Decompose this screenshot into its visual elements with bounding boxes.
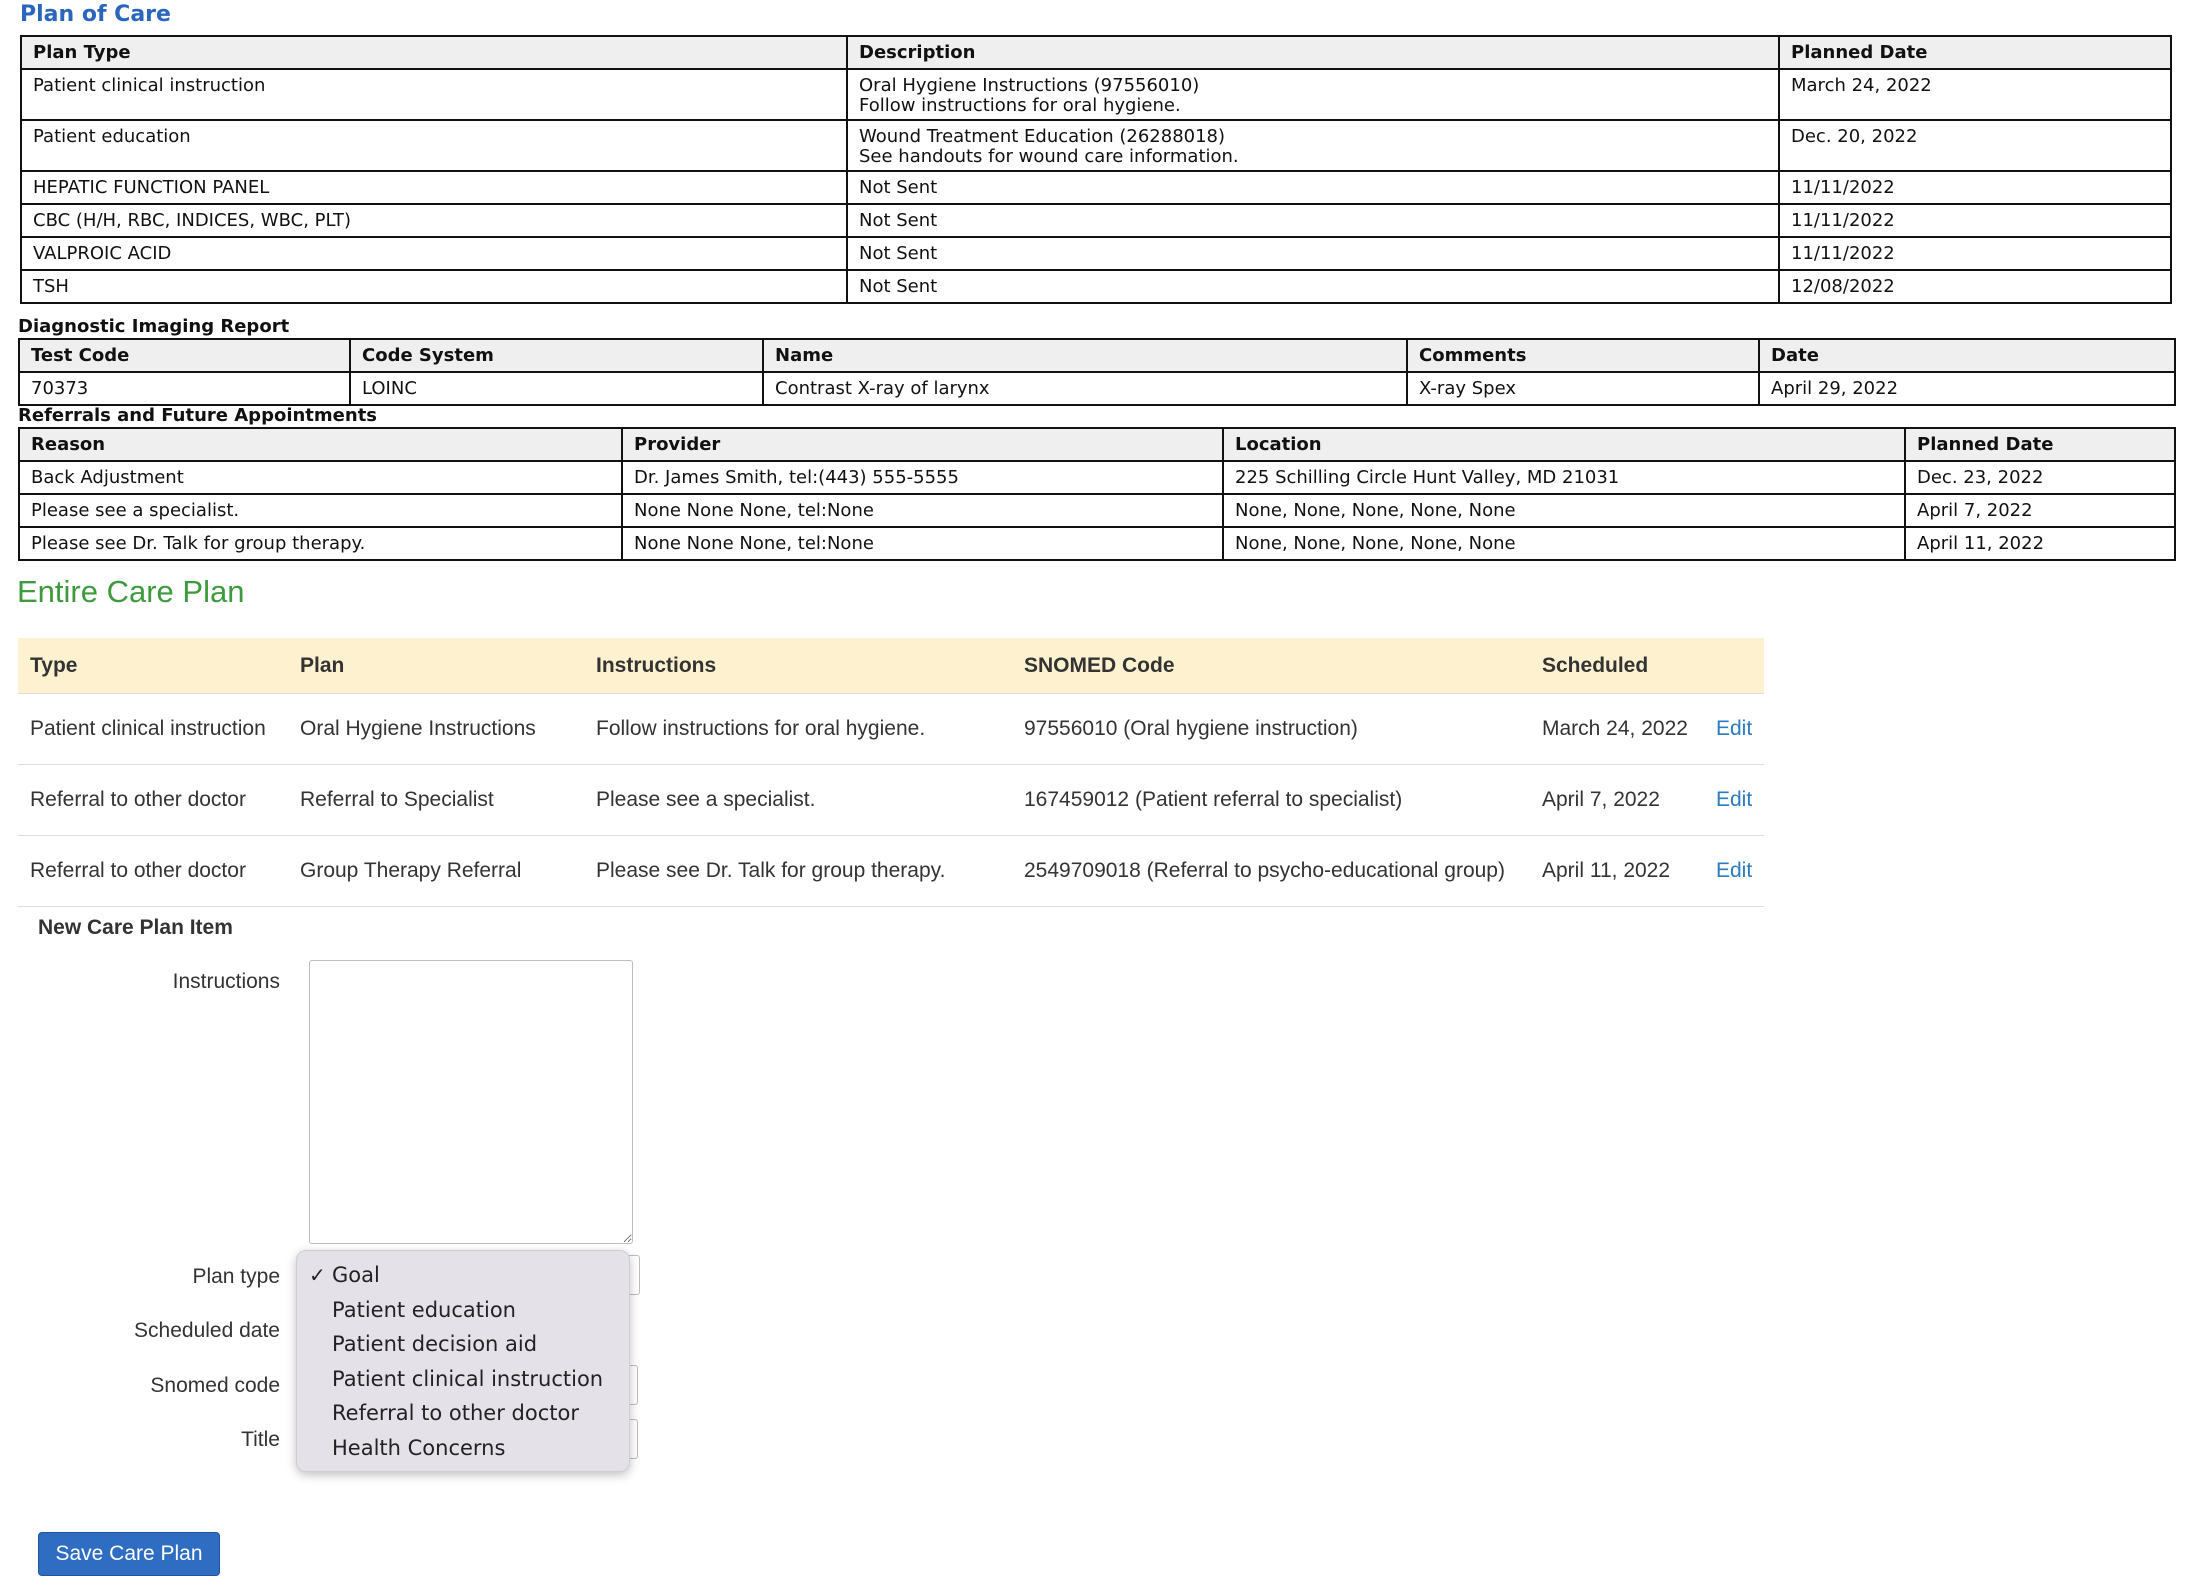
table-row	[19, 494, 2175, 527]
column-header-planned-date: Planned Date	[1779, 36, 2171, 69]
cell-type: Referral to other doctor	[18, 765, 288, 836]
cell-description	[847, 69, 1779, 120]
cell-actions	[1704, 836, 1764, 907]
cell-provider: None None None, tel:None	[622, 527, 1223, 560]
column-header-instructions: Instructions	[584, 638, 1012, 694]
cell-scheduled: April 11, 2022	[1530, 836, 1704, 907]
table-header-row	[18, 638, 1764, 694]
column-header-plan: Plan	[288, 638, 584, 694]
cell-location: None, None, None, None, None	[1223, 494, 1905, 527]
table-row	[18, 836, 1764, 907]
cell-provider: None None None, tel:None	[622, 494, 1223, 527]
column-header-code-system: Code System	[350, 339, 763, 372]
table-row	[21, 120, 2171, 171]
cell-type: Referral to other doctor	[18, 836, 288, 907]
cell-plan: Oral Hygiene Instructions	[288, 694, 584, 765]
column-header-plan-type: Plan Type	[21, 36, 847, 69]
table-row	[19, 461, 2175, 494]
plan-type-option-referral-to-other-doctor[interactable]	[297, 1396, 629, 1431]
cell-reason: Back Adjustment	[19, 461, 622, 494]
entire-care-plan-table	[18, 638, 1764, 907]
cell-planned-date: March 24, 2022	[1779, 69, 2171, 120]
cell-plan-type: VALPROIC ACID	[21, 237, 847, 270]
cell-plan-type: TSH	[21, 270, 847, 303]
plan-type-option-goal[interactable]	[297, 1258, 629, 1293]
instructions-textarea[interactable]	[309, 960, 633, 1244]
table-row	[21, 270, 2171, 303]
option-label: Patient decision aid	[332, 1332, 538, 1356]
plan-type-dropdown-menu	[296, 1250, 630, 1472]
column-header-comments: Comments	[1407, 339, 1759, 372]
column-header-description: Description	[847, 36, 1779, 69]
referrals-table	[18, 427, 2176, 561]
table-row	[18, 694, 1764, 765]
cell-location: None, None, None, None, None	[1223, 527, 1905, 560]
cell-actions	[1704, 765, 1764, 836]
column-header-type: Type	[18, 638, 288, 694]
imaging-section-title: Diagnostic Imaging Report	[18, 316, 290, 337]
cell-description	[847, 120, 1779, 171]
option-label: Patient clinical instruction	[332, 1366, 604, 1391]
new-care-plan-item-title: New Care Plan Item	[38, 916, 233, 939]
description-line-2: Follow instructions for oral hygiene.	[859, 95, 1181, 116]
table-row	[21, 171, 2171, 204]
plan-type-option-patient-clinical-instruction[interactable]	[297, 1362, 629, 1397]
title-label: Title	[241, 1428, 280, 1451]
table-header-row	[19, 428, 2175, 461]
description-line-1: Wound Treatment Education (26288018)	[859, 126, 1226, 147]
edit-link[interactable]: Edit	[1716, 859, 1753, 882]
column-header-name: Name	[763, 339, 1407, 372]
cell-provider: Dr. James Smith, tel:(443) 555-5555	[622, 461, 1223, 494]
table-row	[19, 527, 2175, 560]
cell-planned-date: Dec. 20, 2022	[1779, 120, 2171, 171]
table-row	[21, 237, 2171, 270]
option-label: Referral to other doctor	[332, 1401, 579, 1425]
cell-instructions: Please see a specialist.	[584, 765, 1012, 836]
cell-actions	[1704, 694, 1764, 765]
option-label: Health Concerns	[332, 1435, 506, 1460]
edit-link[interactable]: Edit	[1716, 788, 1753, 811]
cell-instructions: Please see Dr. Talk for group therapy.	[584, 836, 1012, 907]
cell-snomed-code: 2549709018 (Referral to psycho-educational group)	[1012, 836, 1530, 907]
plan-type-option-patient-decision-aid[interactable]	[297, 1327, 629, 1362]
entire-care-plan-title: Entire Care Plan	[17, 574, 245, 609]
plan-of-care-title: Plan of Care	[20, 2, 171, 27]
cell-plan-type: Patient education	[21, 120, 847, 171]
referrals-section-title: Referrals and Future Appointments	[18, 405, 378, 426]
cell-reason: Please see a specialist.	[19, 494, 622, 527]
plan-of-care-table	[20, 35, 2172, 304]
cell-plan: Referral to Specialist	[288, 765, 584, 836]
scheduled-date-label: Scheduled date	[134, 1319, 280, 1342]
cell-test-code: 70373	[19, 372, 350, 405]
cell-name: Contrast X-ray of larynx	[763, 372, 1407, 405]
column-header-scheduled: Scheduled	[1530, 638, 1704, 694]
cell-planned-date: April 7, 2022	[1905, 494, 2175, 527]
cell-planned-date: 11/11/2022	[1779, 204, 2171, 237]
description-line-2: See handouts for wound care information.	[859, 146, 1239, 167]
column-header-actions	[1704, 638, 1764, 694]
column-header-date: Date	[1759, 339, 2175, 372]
cell-reason: Please see Dr. Talk for group therapy.	[19, 527, 622, 560]
save-care-plan-button[interactable]: Save Care Plan	[38, 1532, 220, 1576]
cell-instructions: Follow instructions for oral hygiene.	[584, 694, 1012, 765]
plan-type-option-health-concerns[interactable]	[297, 1431, 629, 1466]
cell-description: Not Sent	[847, 237, 1779, 270]
table-header-row	[19, 339, 2175, 372]
cell-type: Patient clinical instruction	[18, 694, 288, 765]
column-header-snomed-code: SNOMED Code	[1012, 638, 1530, 694]
table-row	[21, 204, 2171, 237]
cell-snomed-code: 97556010 (Oral hygiene instruction)	[1012, 694, 1530, 765]
imaging-table	[18, 338, 2176, 406]
option-label: Patient education	[332, 1297, 516, 1322]
cell-snomed-code: 167459012 (Patient referral to specialist)	[1012, 765, 1530, 836]
column-header-reason: Reason	[19, 428, 622, 461]
cell-location: 225 Schilling Circle Hunt Valley, MD 21031	[1223, 461, 1905, 494]
cell-planned-date: Dec. 23, 2022	[1905, 461, 2175, 494]
cell-code-system: LOINC	[350, 372, 763, 405]
description-line-1: Oral Hygiene Instructions (97556010)	[859, 75, 1200, 96]
table-row	[18, 765, 1764, 836]
cell-date: April 29, 2022	[1759, 372, 2175, 405]
cell-scheduled: April 7, 2022	[1530, 765, 1704, 836]
snomed-code-label: Snomed code	[150, 1374, 280, 1397]
checkmark-icon: ✓	[309, 1263, 326, 1287]
option-label: Goal	[332, 1263, 380, 1287]
cell-planned-date: 11/11/2022	[1779, 237, 2171, 270]
plan-type-label: Plan type	[192, 1265, 280, 1288]
column-header-planned-date: Planned Date	[1905, 428, 2175, 461]
cell-description: Not Sent	[847, 270, 1779, 303]
column-header-location: Location	[1223, 428, 1905, 461]
table-row	[19, 372, 2175, 405]
cell-scheduled: March 24, 2022	[1530, 694, 1704, 765]
cell-plan-type: CBC (H/H, RBC, INDICES, WBC, PLT)	[21, 204, 847, 237]
cell-description: Not Sent	[847, 204, 1779, 237]
cell-description: Not Sent	[847, 171, 1779, 204]
cell-plan-type: HEPATIC FUNCTION PANEL	[21, 171, 847, 204]
column-header-provider: Provider	[622, 428, 1223, 461]
cell-planned-date: April 11, 2022	[1905, 527, 2175, 560]
edit-link[interactable]: Edit	[1716, 717, 1753, 740]
cell-plan-type: Patient clinical instruction	[21, 69, 847, 120]
table-row	[21, 69, 2171, 120]
cell-planned-date: 11/11/2022	[1779, 171, 2171, 204]
table-header-row	[21, 36, 2171, 69]
cell-planned-date: 12/08/2022	[1779, 270, 2171, 303]
instructions-label: Instructions	[172, 970, 280, 993]
cell-comments: X-ray Spex	[1407, 372, 1759, 405]
cell-plan: Group Therapy Referral	[288, 836, 584, 907]
column-header-test-code: Test Code	[19, 339, 350, 372]
plan-type-option-patient-education[interactable]	[297, 1293, 629, 1328]
